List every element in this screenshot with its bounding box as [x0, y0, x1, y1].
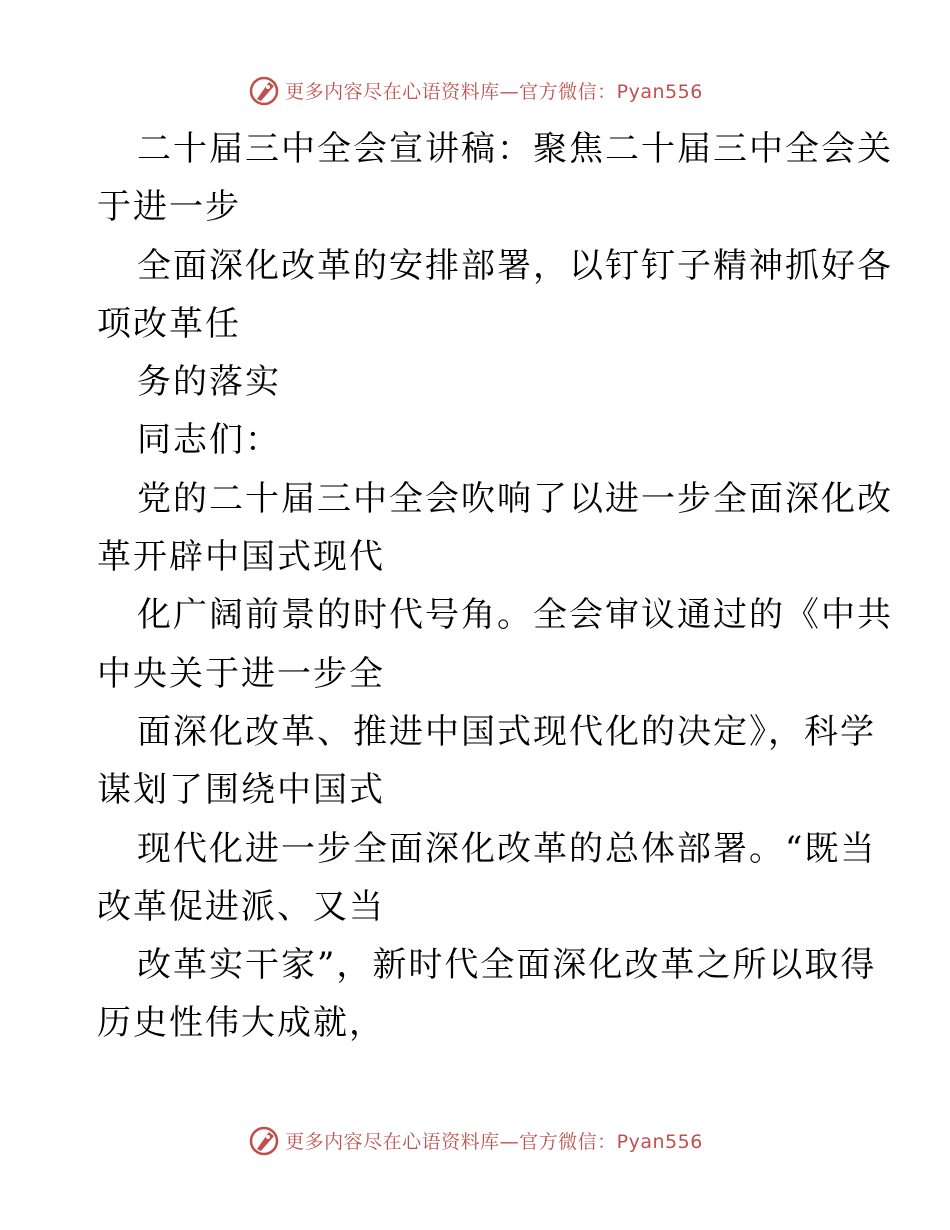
paragraph-line: 改革促进派、又当: [97, 886, 385, 927]
paragraph-line: 革开辟中国式现代: [97, 537, 385, 578]
title-line-2: 于进一步: [97, 187, 241, 228]
watermark-footer-text: 更多内容尽在心语资料库—官方微信：Pyan556: [285, 1130, 703, 1153]
paragraph-line: 改革实干家”，新时代全面深化改革之所以取得: [137, 945, 877, 986]
paragraph-line: 历史性伟大成就，: [97, 1003, 385, 1044]
paragraph-line: 党的二十届三中全会吹响了以进一步全面深化改: [137, 478, 893, 519]
paragraph-line: 现代化进一步全面深化改革的总体部署。“既当: [137, 828, 877, 869]
title-line-4: 项改革任: [97, 303, 241, 344]
pen-nib-logo-icon: [247, 1123, 281, 1157]
paragraph-line: 化广阔前景的时代号角。全会审议通过的《中共: [137, 595, 893, 636]
paragraph-line: 面深化改革、推进中国式现代化的决定》，科学: [137, 711, 876, 752]
watermark-header: [0, 70, 950, 110]
watermark-header-text: 更多内容尽在心语资料库—官方微信：Pyan556: [285, 80, 703, 103]
salutation: 同志们：: [137, 420, 281, 461]
title-line-1: 二十届三中全会宣讲稿：聚焦二十届三中全会关: [137, 129, 893, 169]
document-body: [97, 120, 893, 1053]
title-line-5: 务的落实: [137, 362, 281, 403]
watermark-footer: [0, 1120, 950, 1160]
paragraph-line: 中央关于进一步全: [97, 653, 385, 694]
title-line-3: 全面深化改革的安排部署，以钉钉子精神抓好各: [137, 245, 893, 286]
pen-nib-logo-icon: [247, 73, 281, 107]
paragraph-line: 谋划了围绕中国式: [97, 770, 385, 811]
